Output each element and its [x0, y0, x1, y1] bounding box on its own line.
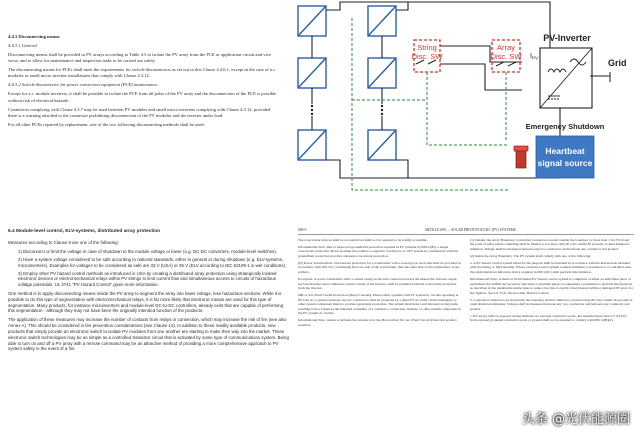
paragraph: (1) Outside the Array Boundary. Controlled conductors located outside the boundary or more than 1 m (3 ft) from the point of entry inside a building shall be limited to not more than 30 volts within 30 seconds of rapid shutdown initiation. Voltage shall be measured between any two conductors and between any conductor and ground. — [470, 237, 630, 251]
nec-article-page — [298, 228, 634, 434]
heartbeat-label-2: signal source — [537, 158, 593, 168]
section-title-pce-maintenance: 4.4.3.2 Switch-disconnector for power conversion equipment (PCE) maintenance — [8, 82, 158, 88]
heartbeat-label: Heartbeat — [545, 146, 585, 156]
list-item: 3) Employ other PV hazard control methods as introduced in USA by creating a distributed array protection using strategically located electronic devices or electromechanical relays within PV strings to limit current flow and simultaneous access to circuits of hazardous voltage potentials. UL 3741 "PV Hazard Control" gives more information. — [18, 270, 277, 288]
paragraph: Informational Note: Due to improved groundfault protection required in PV systems by 690.41(B), a single overcurrent protective device in either the positive or negative conductors of a PV system in combination with this groundfault protection provides adequate overcurrent protection. — [298, 244, 459, 258]
paragraph: c. PV arrays with no exposed wiring methods, no exposed conductive parts, and installed more than 2.5 m (8 ft) from exposed grounded conductive parts or ground shall not be required to comply with 690.12(B)(2). — [470, 313, 627, 323]
paragraph: Exception: A power transformer with a current rating on the side connected toward the interactive inverter output, not less than the rated continuous output current of the inverter, shall be permitted without overcurrent protection from the inverter. — [298, 277, 458, 291]
paragraph: The application of these measures may increase the number of contacts from relays or connection, which may increase the risk of fire (see also Annex A). This should be considered in fire prevention considerations (see Clause 10). In addition to these readily available products, new products that simply provide an electronic switch to isolate PV modules from one another are starting to make their way into the market. These electronic switch technologies may be as simple as a controlled transistor circuit that is activated by some type of communications system. Being able to turn on and off a PV array with a remote command may be an attractive method of providing a more comprehensive approach to PV system safety in the event of a fire — [8, 317, 289, 352]
paragraph: Disconnecting means shall be provided in PV arrays according to Table 4.3 to isolate the PV array from the PCE or application circuit and vice versa, and to allow for maintenance and inspection tasks to be carried out safely. — [8, 52, 271, 64]
paragraph: a. A PV hazard control system listed for the purpose shall be installed in accordance with the instructions included with the listing or field labeling. Where a hazard control system requires initiation to transition to a controlled state, the rapid shutdown initiation device required in 690.12(C) shall perform this initiation. — [470, 260, 632, 274]
pv-module-diagonal — [368, 6, 396, 36]
top-document — [8, 34, 280, 131]
paragraph: The overcurrent devices shall be accessible but shall not be required to be readily accessible. — [298, 237, 428, 242]
string-disc-label-2: Disc. SW — [411, 52, 443, 61]
emergency-stop-icon — [514, 146, 528, 168]
measures-list — [8, 249, 290, 288]
pv-module-diagonal — [368, 130, 396, 160]
paragraph: Connectors complying with Clause 4.3.7 may be used between PV modules and small micro inverters complying with Clause 4.3.12, provided there is a warning attached to the connector prohibiting disconnection of the PV modules and the inverter under load. — [8, 106, 271, 118]
watermark — [522, 408, 630, 427]
grid-symbol — [590, 72, 610, 82]
intro-paragraph: Measures according to Clause 6 are one of the following: — [8, 240, 119, 246]
pv-module-group-string-1 — [298, 6, 326, 160]
nec-column-2 — [470, 238, 634, 330]
paragraph: One method is to apply disconnecting means inside the PV array to segment the array into lower voltage, less hazardous sections. While it is possible to do this type of segmentation with electromechanical relays, it is far more likely that electronic means are used for this type of segmentation. Many products, for instance microinverters and module-level DC-to-DC controllers, already exist that are capable of performing this segmentation - although they may not have been the originally intended function of the products. — [8, 291, 284, 314]
paragraph: For all other PCEs repaired by replacement, one of the two following disconnecting methods shall be used: — [8, 121, 205, 127]
section-title-general: 4.4.3.1 General — [8, 43, 37, 49]
bottom-document — [8, 229, 290, 355]
paragraph: (2) Inside the Array Boundary. The PV system shall comply with one of the following: — [470, 253, 592, 258]
pv-module-diagonal — [298, 6, 326, 36]
paragraph: Except for a.c. module inverters, it shall be possible to isolate the PCE from all poles of the PV array and the disconnection of the PCE is possible without risk of electrical hazards. — [8, 91, 277, 103]
paragraph: b. Controlled conductors located inside the boundary shall be limited to not more than 80 volts within 30 seconds of rapid shutdown initiation. Voltage shall be measured between any two conductors and between any conductor and ground. — [470, 297, 633, 311]
array-disc-label-2: Disc. SW — [490, 52, 522, 61]
heartbeat-signal-box — [536, 136, 594, 178]
ipv-label: $I_{PV}$ — [530, 53, 538, 61]
inverter-label: PV-Inverter — [543, 33, 591, 43]
nec-page-header — [298, 228, 634, 235]
emergency-shutdown-label: Emergency Shutdown — [525, 122, 605, 131]
nec-column-1 — [298, 238, 462, 330]
section-heading: 6.4 Module-level control, ELV-systems, distributed array protection — [8, 229, 161, 234]
grid-label: Grid — [608, 58, 627, 68]
paragraph: (D) Power Transformers. Overcurrent protection for a transformer with a source(s) on each side shall be provided in accordance with 450.3 by considering first one side of the transformer, then the other side of the transformer, as the primary. — [298, 260, 461, 274]
paragraph: The disconnecting means for PCEs shall meet the requirements for switch-disconnectors as set out in this Clause 4.4.6.1, except in the case of a.c. modules or small micro inverter installations that comply with Clause 4.3.12. — [8, 67, 277, 79]
pv-module-group-string-2 — [368, 6, 396, 160]
list-item: 2) Have a system voltage considered to be safe according to national standards, either in general or during shutdown (e.g. ELV-systems, microinverters). Examples for voltages to be considered as safe are 33 V (USA) or 35 V (ELV according to IEC 62109-1 in wet conditions). — [18, 256, 287, 268]
pv-module-diagonal — [298, 58, 326, 88]
string-disc-label: String — [417, 43, 437, 52]
paragraph: 690.11 Arc-Fault Circuit Protection (Direct Current). Photovoltaic systems with PV system dc circuits operating at 80 volts dc or greater between any two conductors shall be protected by a listed PV arc-fault circuit interrupter or other system component listed to provide equivalent protection. The system shall detect and interrupt arcing faults resulting from a failure in the intended continuity of a conductor, connection, module, or other system component in the PV system dc circuits. — [298, 293, 461, 316]
paragraph: Informational Note: Annex A includes the reference for the Photovoltaic DC Arc-Fault Circuit Protection product standard. — [298, 318, 457, 327]
watermark-text: 头条 @光伏能源圈 — [521, 412, 630, 427]
section-title-4431: 4.4.3 Disconnecting means — [8, 34, 60, 39]
array-disc-label: Array — [497, 43, 515, 52]
pv-module-diagonal — [298, 130, 326, 160]
article-title: ARTICLE 690 — SOLAR PHOTOVOLTAIC (PV) SYSTEMS — [424, 228, 516, 232]
page-number: 690-9 — [298, 228, 307, 232]
list-item: 1) Disconnect or limit the voltage in case of shutdown to the module voltage or lower (e.g. DC-DC converters, module-level switches). — [18, 249, 277, 255]
pv-module-diagonal — [368, 58, 396, 88]
paragraph: Informational Note: A listed or field labeled PV hazard control system is comprised of either an individual piece of equipment that fulfills the necessary functions or multiple pieces of equipment coordinated to perform the functions as described in the installation instructions to reduce the risk of electric shock hazard within a damaged PV array for fire fighters. See UL 3741, Photovoltaic Hazard Control. — [470, 277, 633, 295]
pv-system-diagram — [290, 0, 640, 205]
